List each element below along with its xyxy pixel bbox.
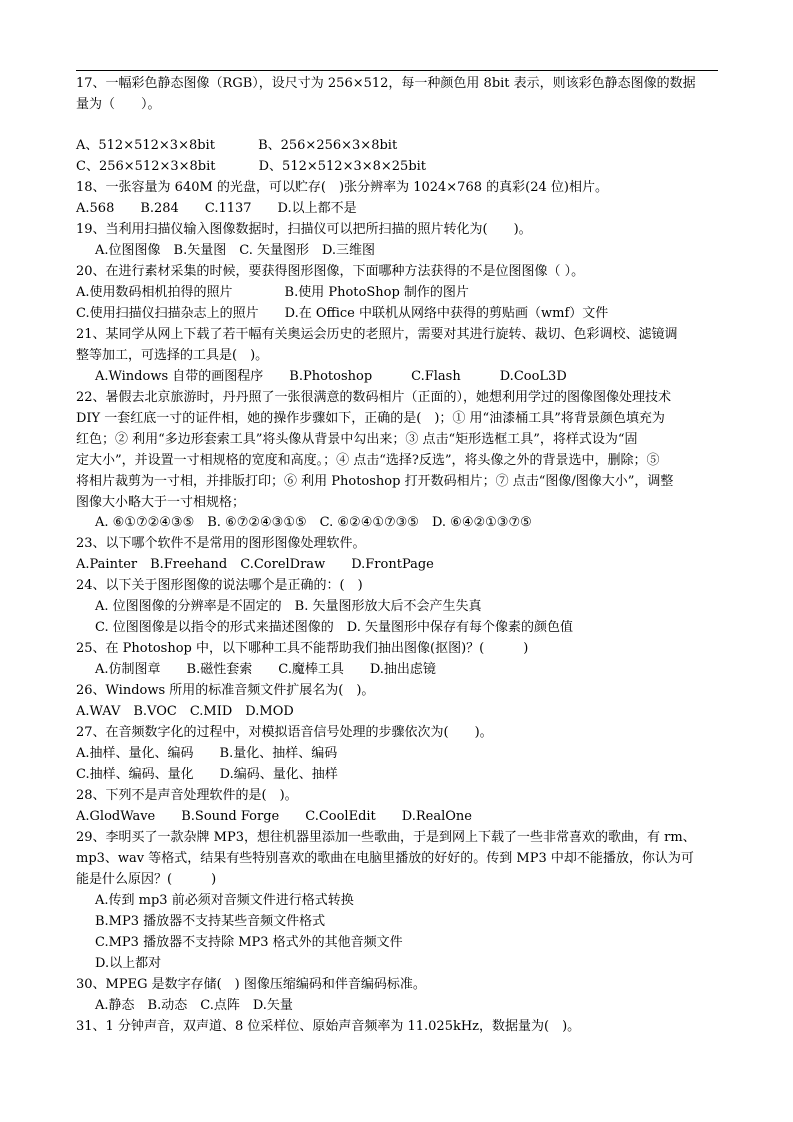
text-line: A.位图图像 B.矢量图 C. 矢量图形 D.三维图 — [95, 243, 376, 258]
text-line: A.GlodWave B.Sound Forge C.CoolEdit D.RealOne — [76, 809, 472, 824]
header-rule — [76, 70, 718, 71]
text-line: B.MP3 播放器不支持某些音频文件格式 — [95, 914, 326, 929]
text-line: A. 位图图像的分辨率是不固定的 B. 矢量图形放大后不会产生失真 — [95, 599, 482, 614]
text-line: 17、一幅彩色静态图像（RGB），设尺寸为 256×512，每一种颜色用 8bit 表示，则该彩色静态图像的数据 — [76, 76, 696, 91]
text-line: 22、暑假去北京旅游时，丹丹照了一张很满意的数码相片（正面的），她想利用学过的图像图像处理技术 — [76, 390, 672, 405]
text-line: 25、在 Photoshop 中，以下哪种工具不能帮助我们抽出图像(抠图)？( ) — [76, 641, 529, 656]
text-line: 整等加工，可选择的工具是( )。 — [76, 348, 269, 363]
text-line: 能是什么原因？( ) — [76, 872, 217, 887]
text-line: A.传到 mp3 前必须对音频文件进行格式转换 — [95, 893, 354, 908]
text-line: C.使用扫描仪扫描杂志上的照片 D.在 Office 中联机从网络中获得的剪贴画（wmf）文件 — [76, 306, 609, 321]
text-line: 26、Windows 所用的标准音频文件扩展名为( )。 — [76, 683, 375, 698]
text-line: 19、当利用扫描仪输入图像数据时，扫描仪可以把所扫描的照片转化为( )。 — [76, 222, 532, 237]
text-line: C.抽样、编码、量化 D.编码、量化、抽样 — [76, 767, 338, 782]
text-line: 将相片裁剪为一寸相，并排版打印；⑥ 利用 Photoshop 打开数码相片；⑦ 点击“图像/图像大小”，调整 — [76, 474, 674, 489]
text-line: A.Windows 自带的画图程序 B.Photoshop C.Flash D.CooL3D — [95, 369, 567, 384]
text-line: 红色；② 利用“多边形套索工具”将头像从背景中勾出来；③ 点击“矩形选框工具”，将样式设为“固 — [76, 432, 638, 447]
text-line: 24、以下关于图形图像的说法哪个是正确的：( ) — [76, 578, 363, 593]
text-line: A.568 B.284 C.1137 D.以上都不是 — [76, 201, 357, 216]
text-line: 18、一张容量为 640M 的光盘，可以贮存( )张分辨率为 1024×768 的真彩(24 位)相片。 — [76, 180, 608, 195]
text-line: A.Painter B.Freehand C.CorelDraw D.FrontPage — [76, 557, 434, 572]
text-line: 30、MPEG 是数字存储( ) 图像压缩编码和伴音编码标准。 — [76, 977, 426, 992]
text-line: 29、李明买了一款杂牌 MP3，想往机器里添加一些歌曲，于是到网上下载了一些非常喜欢的歌曲，有 rm、 — [76, 830, 696, 845]
text-line: 20、在进行素材采集的时候，要获得图形图像，下面哪种方法获得的不是位图图像（ ）。 — [76, 264, 585, 279]
text-line: A.抽样、量化、编码 B.量化、抽样、编码 — [76, 746, 338, 761]
text-line: A.静态 B.动态 C.点阵 D.矢量 — [95, 998, 293, 1013]
text-line: A. ⑥①⑦②④③⑤ B. ⑥⑦②④③①⑤ C. ⑥②④①⑦③⑤ D. ⑥④②①③⑦⑤ — [95, 515, 532, 530]
text-line: 图像大小略大于一寸相规格； — [76, 495, 246, 510]
text-line: A.仿制图章 B.磁性套索 C.魔棒工具 D.抽出虑镜 — [95, 662, 436, 677]
text-line: 31、1 分钟声音，双声道、8 位采样位、原始声音频率为 11.025kHz，数据量为( )。 — [76, 1019, 581, 1034]
text-line: 28、下列不是声音处理软件的是( )。 — [76, 788, 298, 803]
text-line: C、256×512×3×8bit D、512×512×3×8×25bit — [76, 159, 427, 174]
text-line: 量为（ ）。 — [76, 97, 161, 112]
text-line: DIY 一套红底一寸的证件相，她的操作步骤如下，正确的是( )；① 用“油漆桶工具”将背景颜色填充为 — [76, 411, 665, 426]
text-line: C. 位图图像是以指令的形式来描述图像的 D. 矢量图形中保存有每个像素的颜色值 — [95, 620, 573, 635]
text-line: 定大小”，并设置一寸相规格的宽度和高度。；④ 点击“选择?反选”，将头像之外的背景选中，删除；⑤ — [76, 453, 660, 468]
text-line: 27、在音频数字化的过程中，对模拟语音信号处理的步骤依次为( )。 — [76, 725, 493, 740]
text-line: mp3、wav 等格式，结果有些特别喜欢的歌曲在电脑里播放的好好的。传到 MP3 中却不能播放，你认为可 — [76, 851, 694, 866]
text-line: A.WAV B.VOC C.MID D.MOD — [76, 704, 294, 719]
text-line: 21、某同学从网上下载了若干幅有关奥运会历史的老照片，需要对其进行旋转、裁切、色彩调校、滤镜调 — [76, 327, 678, 342]
text-line: C.MP3 播放器不支持除 MP3 格式外的其他音频文件 — [95, 935, 403, 950]
text-line: A、512×512×3×8bit B、256×256×3×8bit — [76, 138, 398, 153]
text-line: 23、以下哪个软件不是常用的图形图像处理软件。 — [76, 536, 366, 551]
text-line: D.以上都对 — [95, 956, 162, 971]
text-line: A.使用数码相机拍得的照片 B.使用 PhotoShop 制作的图片 — [76, 285, 469, 300]
